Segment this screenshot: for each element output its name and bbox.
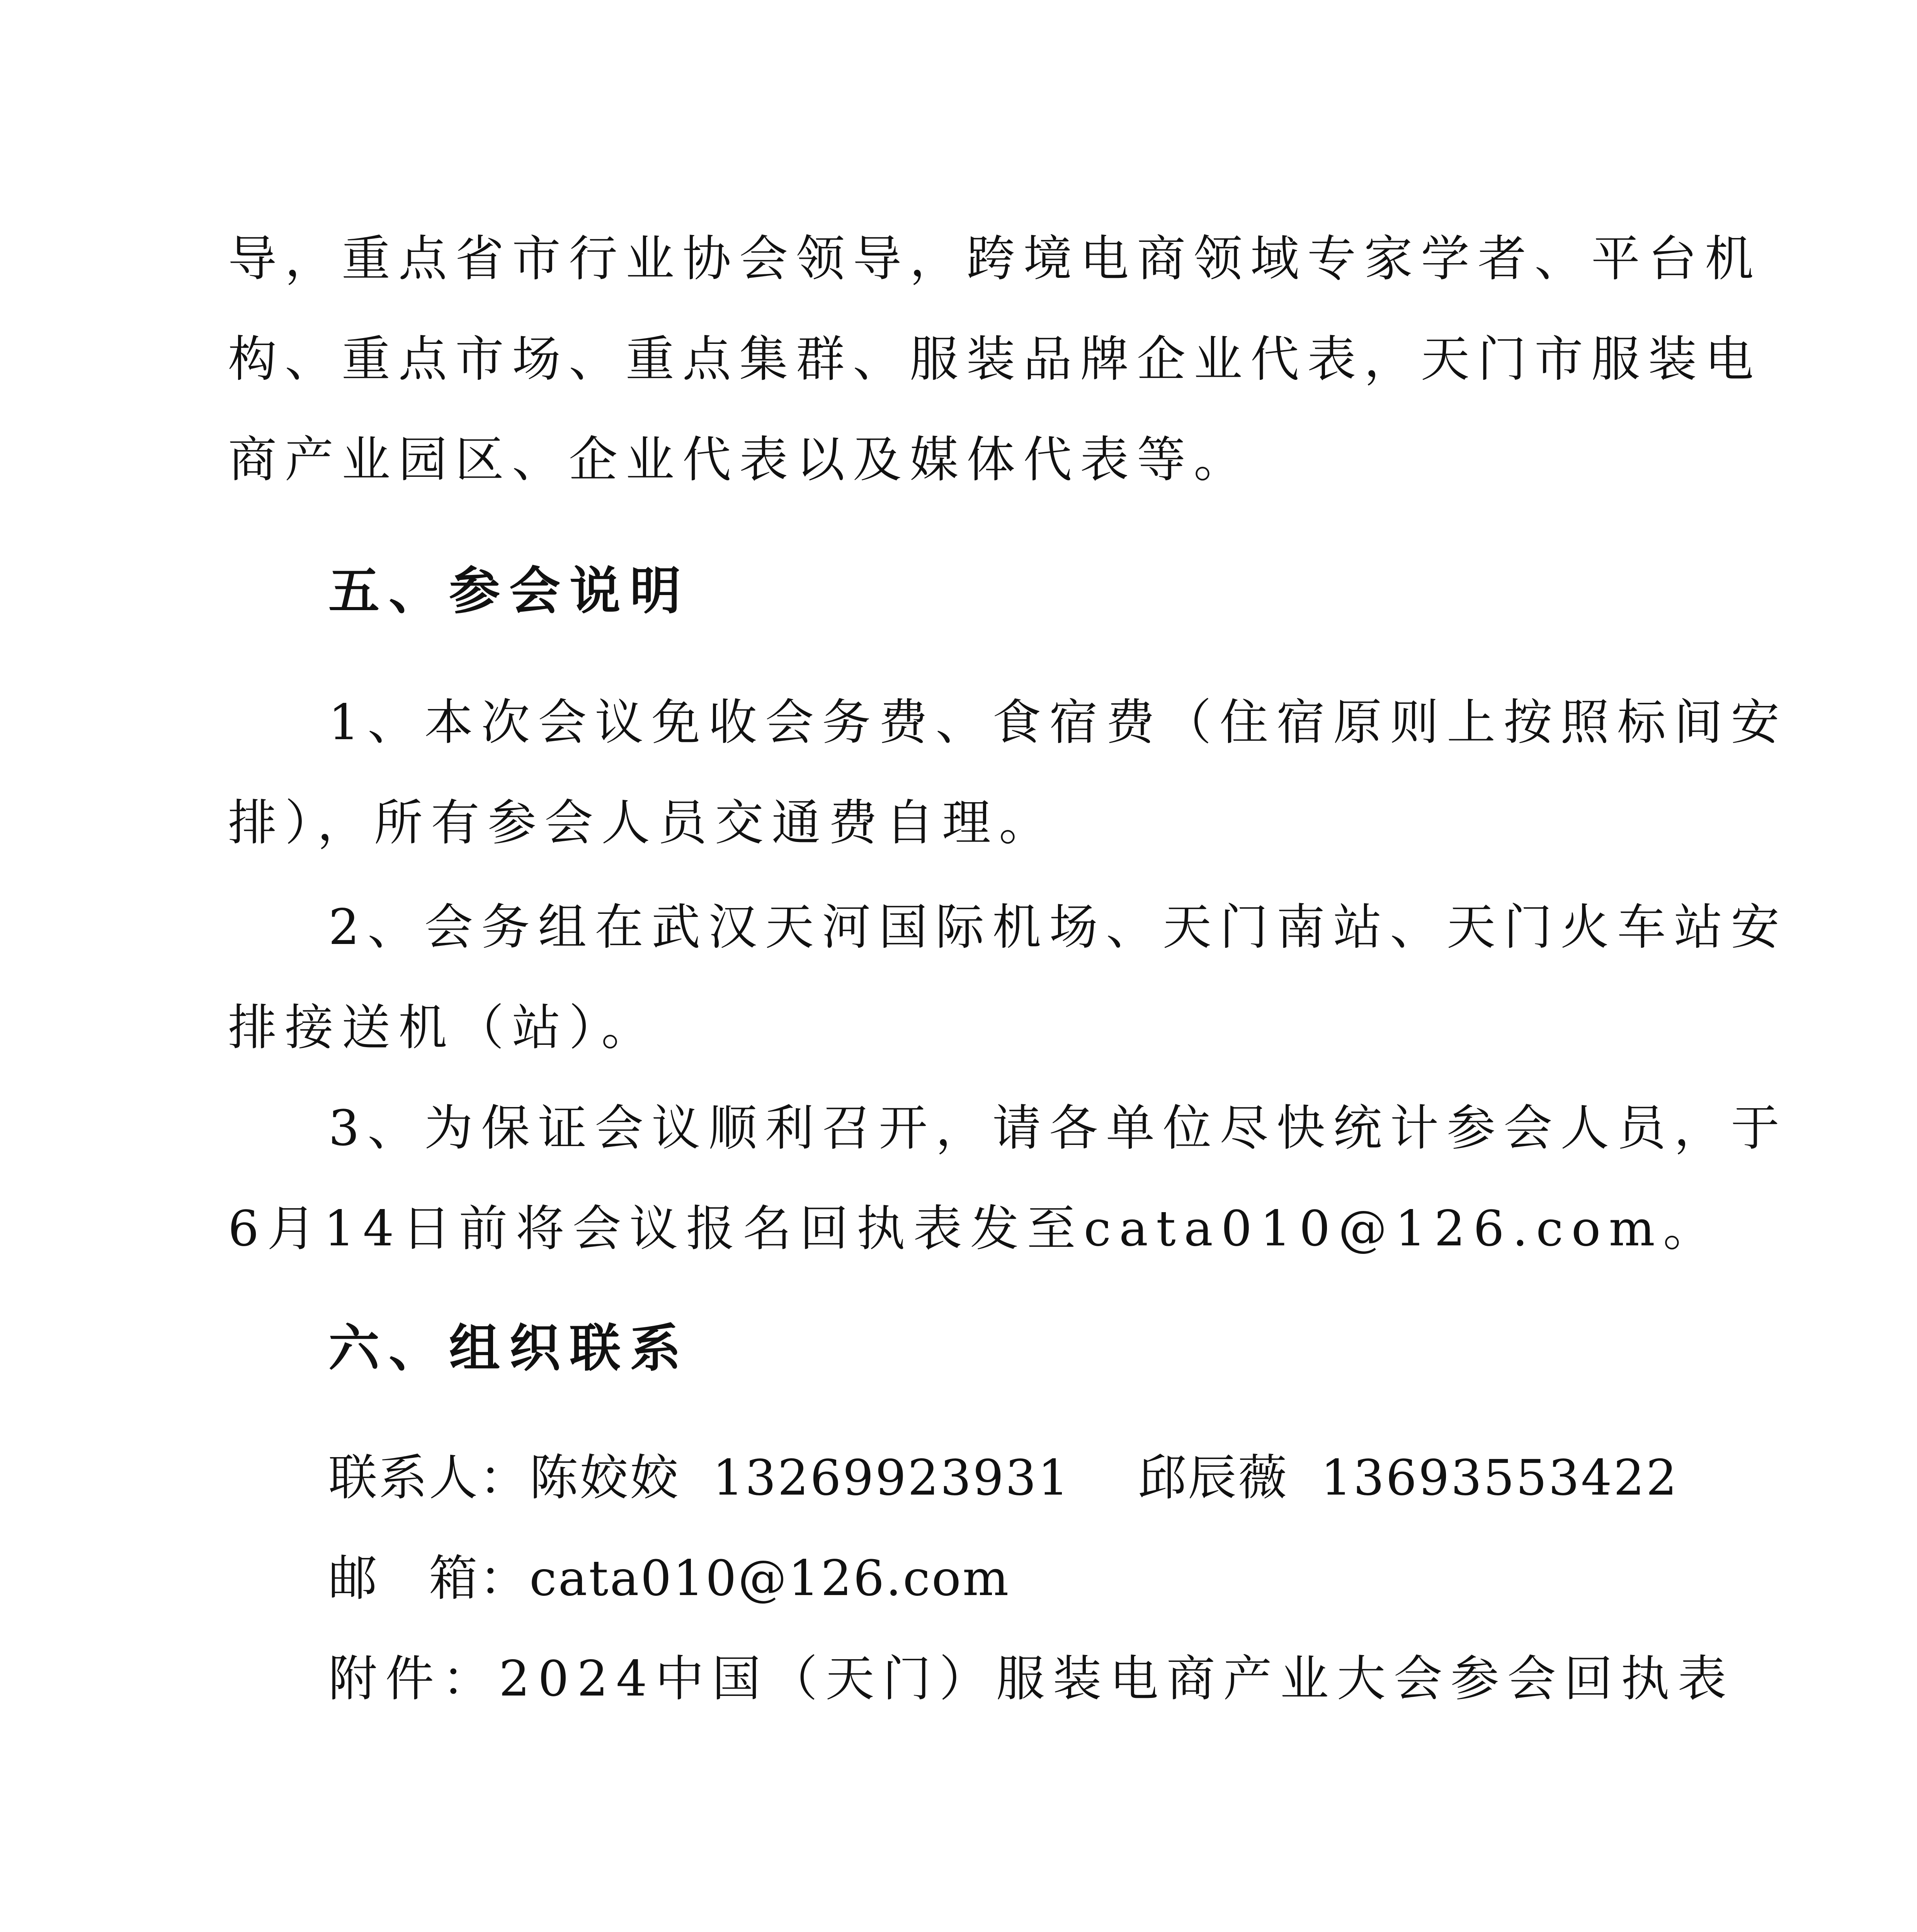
item-1-line-1: 1、本次会议免收会务费、食宿费（住宿原则上按照标间安: [328, 694, 1788, 751]
contact-1-name: 陈姣姣: [529, 1449, 680, 1506]
section-heading-5: 五、参会说明: [328, 561, 690, 621]
item-3-line-1: 3、为保证会议顺利召开，请各单位尽快统计参会人员，于: [328, 1100, 1788, 1156]
contact-2-phone: 13693553422: [1321, 1449, 1679, 1506]
email-label: 邮 箱：: [328, 1550, 529, 1607]
contact-label: 联系人：: [328, 1449, 529, 1506]
section-heading-6: 六、组织联系: [328, 1319, 690, 1378]
contact-row: [328, 1447, 1679, 1509]
paragraph-line: 导，重点省市行业协会领导，跨境电商领域专家学者、平台机: [228, 230, 1762, 287]
item-1-line-2: 排），所有参会人员交通费自理。: [228, 794, 1056, 851]
item-2-line-2: 排接送机（站）。: [228, 999, 658, 1056]
contact-1-phone: 13269923931: [713, 1449, 1070, 1506]
email-row: [328, 1548, 1010, 1609]
paragraph-line: 商产业园区、企业代表以及媒体代表等。: [228, 431, 1250, 488]
paragraph-line: 构、重点市场、重点集群、服装品牌企业代表，天门市服装电: [228, 331, 1762, 388]
contact-2-name: 邱辰薇: [1137, 1449, 1288, 1506]
email-link[interactable]: cata010@126.com: [529, 1550, 1010, 1607]
item-3-line-2: 6月14日前将会议报名回执表发至cata010@126.com。: [228, 1200, 1720, 1257]
item-2-line-1: 2、会务组在武汉天河国际机场、天门南站、天门火车站安: [328, 899, 1788, 956]
attachment-line: 附件：2024中国（天门）服装电商产业大会参会回执表: [328, 1650, 1735, 1707]
